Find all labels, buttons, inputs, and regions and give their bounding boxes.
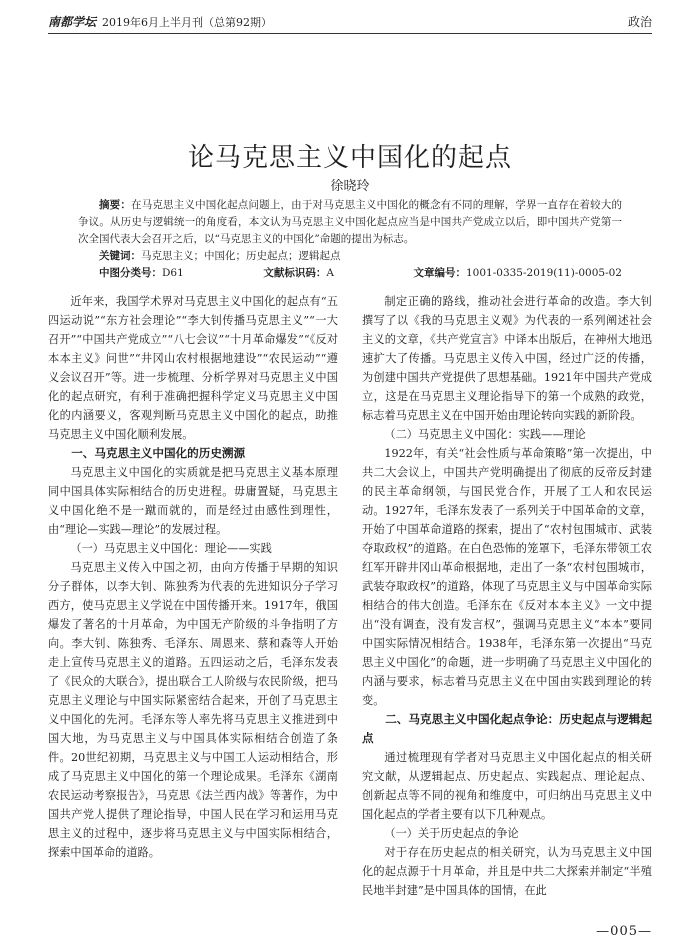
clc-value: D61 bbox=[162, 267, 184, 279]
header-rule bbox=[48, 33, 652, 34]
keywords-text: 马克思主义；中国化；历史起点；逻辑起点 bbox=[141, 250, 341, 262]
section-heading: 二、马克思主义中国化起点争论：历史起点与逻辑起点 bbox=[362, 712, 652, 745]
section-heading: （二）马克思主义中国化：实践——理论 bbox=[384, 428, 586, 441]
keywords bbox=[78, 248, 622, 265]
left-column bbox=[48, 292, 338, 922]
body-paragraph: 马克思主义中国化的实质就是把马克思主义基本原理同中国具体实际相结合的历史进程。毋庸置疑，马克思主义中国化绝不是一蹴而就的，而是经过由感性到理性，由“理论—实践—理论”的发展过程。 bbox=[48, 466, 338, 536]
body-columns bbox=[48, 292, 652, 922]
section-heading: （一）关于历史起点的争论 bbox=[384, 827, 519, 840]
clc-number bbox=[99, 265, 184, 282]
article-number bbox=[414, 265, 623, 282]
keywords-label: 关键词： bbox=[99, 250, 141, 262]
article-author: 徐晓玲 bbox=[330, 179, 370, 194]
article-number-label: 文章编号： bbox=[413, 267, 466, 279]
doc-label: 文献标识码： bbox=[263, 267, 327, 279]
classification-line bbox=[99, 265, 622, 282]
doc-value: A bbox=[326, 267, 334, 279]
section-name: 政治 bbox=[627, 15, 652, 29]
journal-issue: 2019年6月上半月刊（总第92期） bbox=[102, 16, 273, 29]
document-code bbox=[263, 265, 334, 282]
article-title: 论马克思主义中国化的起点 bbox=[187, 143, 512, 174]
running-head-left bbox=[48, 13, 272, 30]
abstract-text: 在马克思主义中国化起点问题上，由于对马克思主义中国化的概念有不同的理解，学界一直存在着较大的争议。从历史与逻辑统一的角度看，本文认为马克思主义中国化起点应当是中国共产党成立以后，即中国共产党第一次全国代表大会召开之后，以“马克思主义的中国化”命题的提出为标志。 bbox=[78, 199, 622, 245]
body-paragraph: 制定正确的路线，推动社会进行革命的改造。李大钊撰写了以《我的马克思主义观》为代表的一系列阐述社会主义的文章，《共产党宣言》中译本出版后，在神州大地迅速扩大了传播。马克思主义传入中国，经过广泛的传播，为创建中国共产党提供了思想基础。1921年中国共产党成立，这是在马克思主义理论指导下的第一个成熟的政党，标志着马克思主义在中国开始由理论转向实践的新阶段。 bbox=[362, 295, 652, 422]
right-column bbox=[362, 292, 652, 922]
body-paragraph: 对于存在历史起点的相关研究，认为马克思主义中国化的起点源于十月革命，并且是中共二大探索并制定“半殖民地半封建”是中国具体的国情，在此 bbox=[362, 846, 652, 897]
journal-name: 南都学坛 bbox=[48, 15, 97, 29]
article-number-value: 1001-0335-2019(11)-0005-02 bbox=[466, 267, 622, 279]
page-number: —005— bbox=[596, 924, 652, 939]
abstract bbox=[78, 197, 622, 248]
running-head bbox=[48, 8, 652, 30]
abstract-label: 摘要： bbox=[99, 199, 132, 211]
abstract-block bbox=[78, 197, 622, 282]
body-paragraph: 1922年，有关“社会性质与革命策略”第一次提出，中共二大会议上，中国共产党明确提出了彻底的反帝反封建的民主革命纲领，与国民党合作，开展了工人和农民运动。1927年，毛泽东发表了一系列关于中国革命的文章，开始了中国革命道路的探索，提出了“农村包围城市、武装夺取政权”的道路。在白色恐怖的笼罩下，毛泽东带领工农红军开辟井冈山革命根据地，走出了一条“农村包围城市，武装夺取政权”的道路，体现了马克思主义与中国革命实际相结合的伟大创造。毛泽东在《反对本本主义》一文中提出“没有调查，没有发言权”，强调马克思主义“本本”要同中国实际情况相结合。1938年，毛泽东第一次提出“马克思主义中国化”的命题，进一步明确了马克思主义中国化的内涵与要求，标志着马克思主义在中国由实践到理论的转变。 bbox=[362, 447, 652, 707]
body-paragraph: 通过梳理现有学者对马克思主义中国化起点的相关研究文献，从逻辑起点、历史起点、实践起点、理论起点、创新起点等不同的视角和维度中，可归纳出马克思主义中国化起点的学者主要有以下几种观点。 bbox=[362, 751, 652, 821]
section-heading: 一、马克思主义中国化的历史溯源 bbox=[71, 446, 246, 460]
clc-label: 中图分类号： bbox=[99, 267, 162, 279]
body-paragraph: 马克思主义传入中国之初，由向方传播于早期的知识分子群体，以李大钊、陈独秀为代表的先进知识分子学习西方，使马克思主义学说在中国传播开来。1917年，俄国爆发了著名的十月革命，为中国无产阶级的斗争指明了方向。李大钊、陈独秀、毛泽东、周恩来、蔡和森等人开始走上宣传马克思主义的道路。五四运动之后，毛泽东发表了《民众的大联合》，提出联合工人阶级与农民阶级，把马克思主义理论与中国实际紧密结合起来，开创了马克思主义中国化的先河。毛泽东等人率先将马克思主义推进到中国大地，为马克思主义与中国具体实际相结合创造了条件。20世纪初期，马克思主义与中国工人运动相结合，形成了马克思主义中国化的第一个理论成果。毛泽东《湖南农民运动考察报告》，马克思《法兰西内战》等著作，为中国共产党人提供了理论指导，中国人民在学习和运用马克思主义的过程中，逐步将马克思主义与中国实际相结合，探索中国革命的道路。 bbox=[48, 561, 338, 859]
section-heading: （一）马克思主义中国化：理论——实践 bbox=[70, 542, 272, 555]
body-paragraph: 近年来，我国学术界对马克思主义中国化的起点有“五四运动说”“东方社会理论”“李大钊传播马克思主义”“一大召开”“中国共产党成立”“八七会议”“十月革命爆发”“《反对本本主义》问世”“井冈山农村根据地建设”“农民运动”“遵义会议召开”等。进一步梳理、分析学界对马克思主义中国化的起点研究，有利于准确把握科学定义马克思主义中国化的内涵要义，客观判断马克思主义中国化的起点，助推马克思主义中国化顺利发展。 bbox=[48, 295, 338, 441]
